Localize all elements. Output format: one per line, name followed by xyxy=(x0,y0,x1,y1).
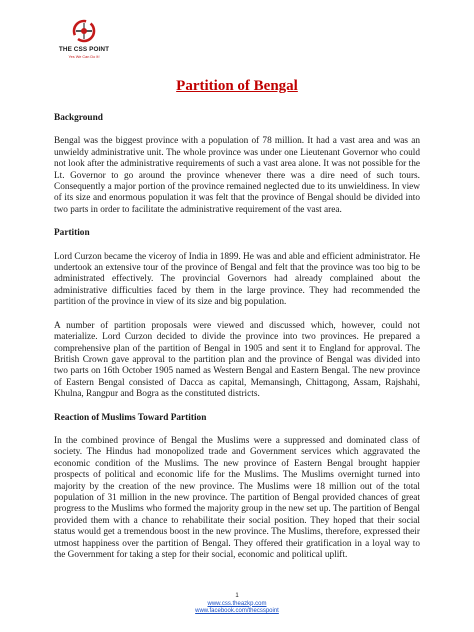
facebook-link[interactable]: www.facebook.com/thecsspoint xyxy=(195,608,279,615)
page-footer xyxy=(0,593,474,616)
page-number: 1 xyxy=(235,593,239,599)
body-paragraph: In the combined province of Bengal the Muslims were a suppressed and dominated class of society. The Hindus had monopolized trade and Government services which aggravated the economic condition of the Muslims. The new province of Eastern Bengal brought happier prospects of political and economic life for the Muslims. The Muslims overnight turned into majority by the creation of the new province. The Muslims were 18 million out of the total population of 31 million in the new province. The partition of Bengal provided chances of great progress to the Muslims who formed the majority group in the new set up. The partition of Bengal provided them with a chance to rehabilitate their social position. They hoped that their social status would get a tremendous boost in the new province. The Muslims, therefore, expressed their utmost happiness over the partition of Bengal. They offered their gratification in a loyal way to the Government for taking a step for their social, economic and political uplift. xyxy=(54,435,420,560)
document-body xyxy=(54,113,420,573)
css-point-logo-icon xyxy=(70,18,98,44)
body-paragraph: A number of partition proposals were viewed and discussed which, however, could not materialize. Lord Curzon decided to divide the province into two provinces. He prepared a comprehensive plan of the partition of Bengal in 1905 and sent it to England for approval. The British Crown gave approval to the partition plan and the province of Bengal was divided into two parts on 16th October 1905 named as Western Bengal and Eastern Bengal. The new province of Eastern Bengal consisted of Dacca as capital, Memansingh, Chittagong, Assam, Rajshahi, Khulna, Rangpur and Bogra as the constituted districts. xyxy=(54,320,420,400)
logo-tagline: Yes We Can Do It! xyxy=(68,55,100,59)
document-title: Partition of Bengal xyxy=(176,78,298,94)
logo-name: THE CSS POINT xyxy=(58,46,110,53)
body-paragraph: Lord Curzon became the viceroy of India in 1899. He was and able and efficient administrator. He undertook an extensive tour of the province of Bengal and felt that the province was too big to be administrated effectively. The provincial Governors had already complained about the administrative difficulties faced by them in the large province. They had recommended the partition of the province in view of its size and big population. xyxy=(54,251,420,308)
website-link[interactable]: www.css.theazkp.com xyxy=(207,600,267,607)
section-heading: Partition xyxy=(54,228,90,239)
section-heading: Reaction of Muslims Toward Partition xyxy=(54,412,207,423)
logo xyxy=(52,18,116,68)
section-heading: Background xyxy=(54,113,103,123)
body-paragraph: Bengal was the biggest province with a population of 78 million. It had a vast area and was an unwieldy administrative unit. The whole province was under one Lieutenant Governor who could not look after the administrative requirements of such a vast area alone. It was not possible for the Lt. Governor to go around the province whenever there was a dire need of such tours. Consequently a major portion of the province remained neglected due to its unwieldiness. In view of its size and enormous population it was felt that the province of Bengal should be divided into two parts in order to facilitate the administrative requirement of the vast area. xyxy=(54,136,420,215)
